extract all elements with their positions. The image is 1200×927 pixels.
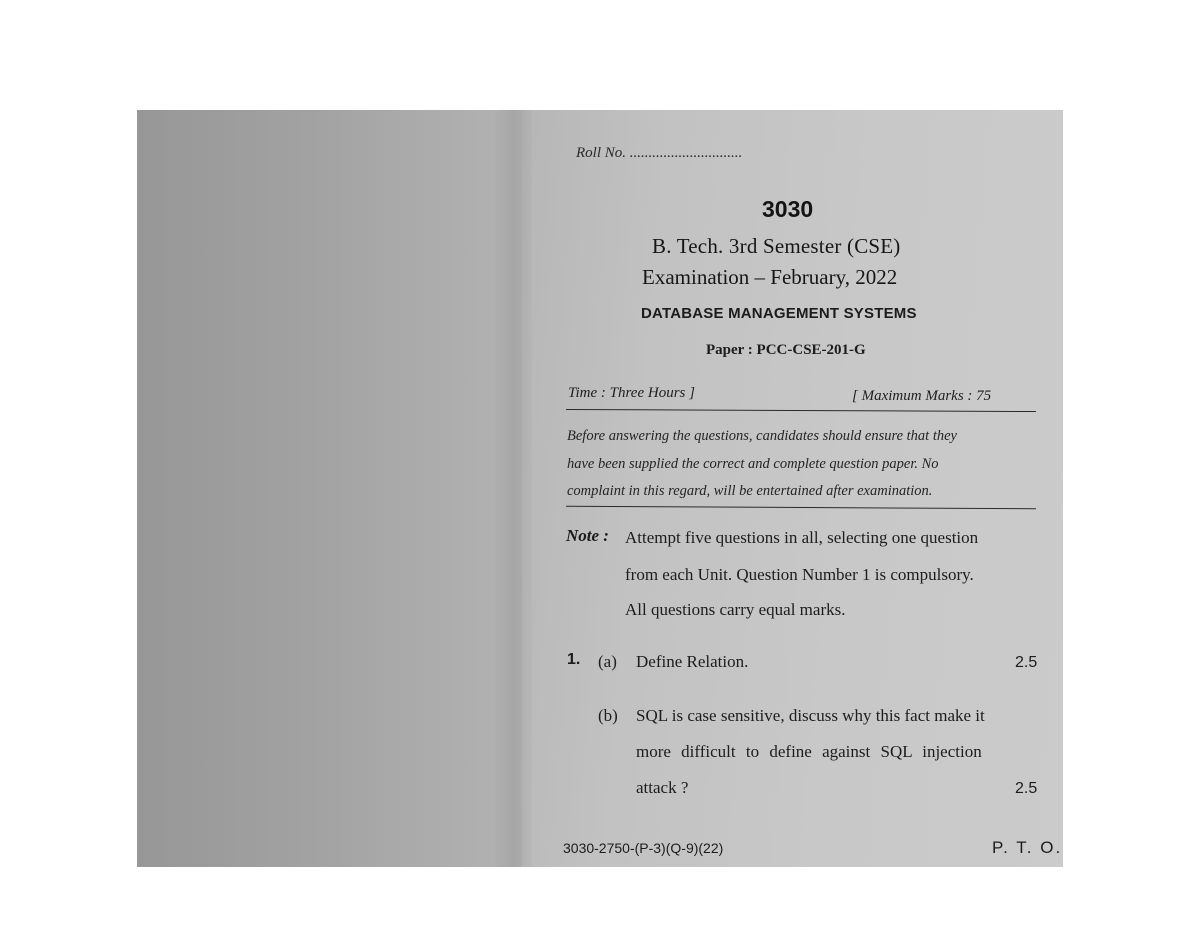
part-a-text: Define Relation.: [636, 652, 749, 671]
subject-name: DATABASE MANAGEMENT SYSTEMS: [641, 305, 917, 322]
paper-code: 3030: [762, 196, 814, 222]
note-line: from each Unit. Question Number 1 is compulsory.: [625, 565, 974, 584]
note-label: Note :: [566, 526, 609, 545]
part-b-line: attack ?: [636, 778, 689, 797]
please-turn-over: P. T. O.: [992, 838, 1063, 857]
instruction-line: Before answering the questions, candidates should ensure that they: [567, 428, 957, 444]
instruction-line: complaint in this regard, will be entertained after examination.: [567, 483, 933, 499]
note-line: All questions carry equal marks.: [625, 600, 846, 619]
time-allowed: Time : Three Hours ]: [568, 385, 695, 401]
book-spine-shadow: [492, 110, 532, 867]
part-b-label: (b): [598, 706, 618, 725]
left-blank-page: [137, 110, 522, 867]
exam-title: B. Tech. 3rd Semester (CSE): [652, 234, 901, 258]
question-number: 1.: [567, 651, 581, 668]
part-b-line: SQL is case sensitive, discuss why this fact make it: [636, 706, 985, 725]
instruction-line: have been supplied the correct and complete question paper. No: [567, 456, 939, 472]
part-b-line: more difficult to define against SQL injection: [636, 742, 982, 761]
maximum-marks: [ Maximum Marks : 75: [852, 388, 992, 404]
part-b-marks: 2.5: [1015, 780, 1038, 797]
note-line: Attempt five questions in all, selecting one question: [625, 528, 979, 547]
footer-print-code: 3030-2750-(P-3)(Q-9)(22): [563, 840, 724, 856]
exam-session: Examination – February, 2022: [642, 265, 898, 289]
part-a-marks: 2.5: [1015, 654, 1038, 671]
part-a-label: (a): [598, 652, 617, 671]
roll-number-field: Roll No. ..............................: [576, 145, 743, 161]
paper-id: Paper : PCC-CSE-201-G: [706, 342, 866, 358]
